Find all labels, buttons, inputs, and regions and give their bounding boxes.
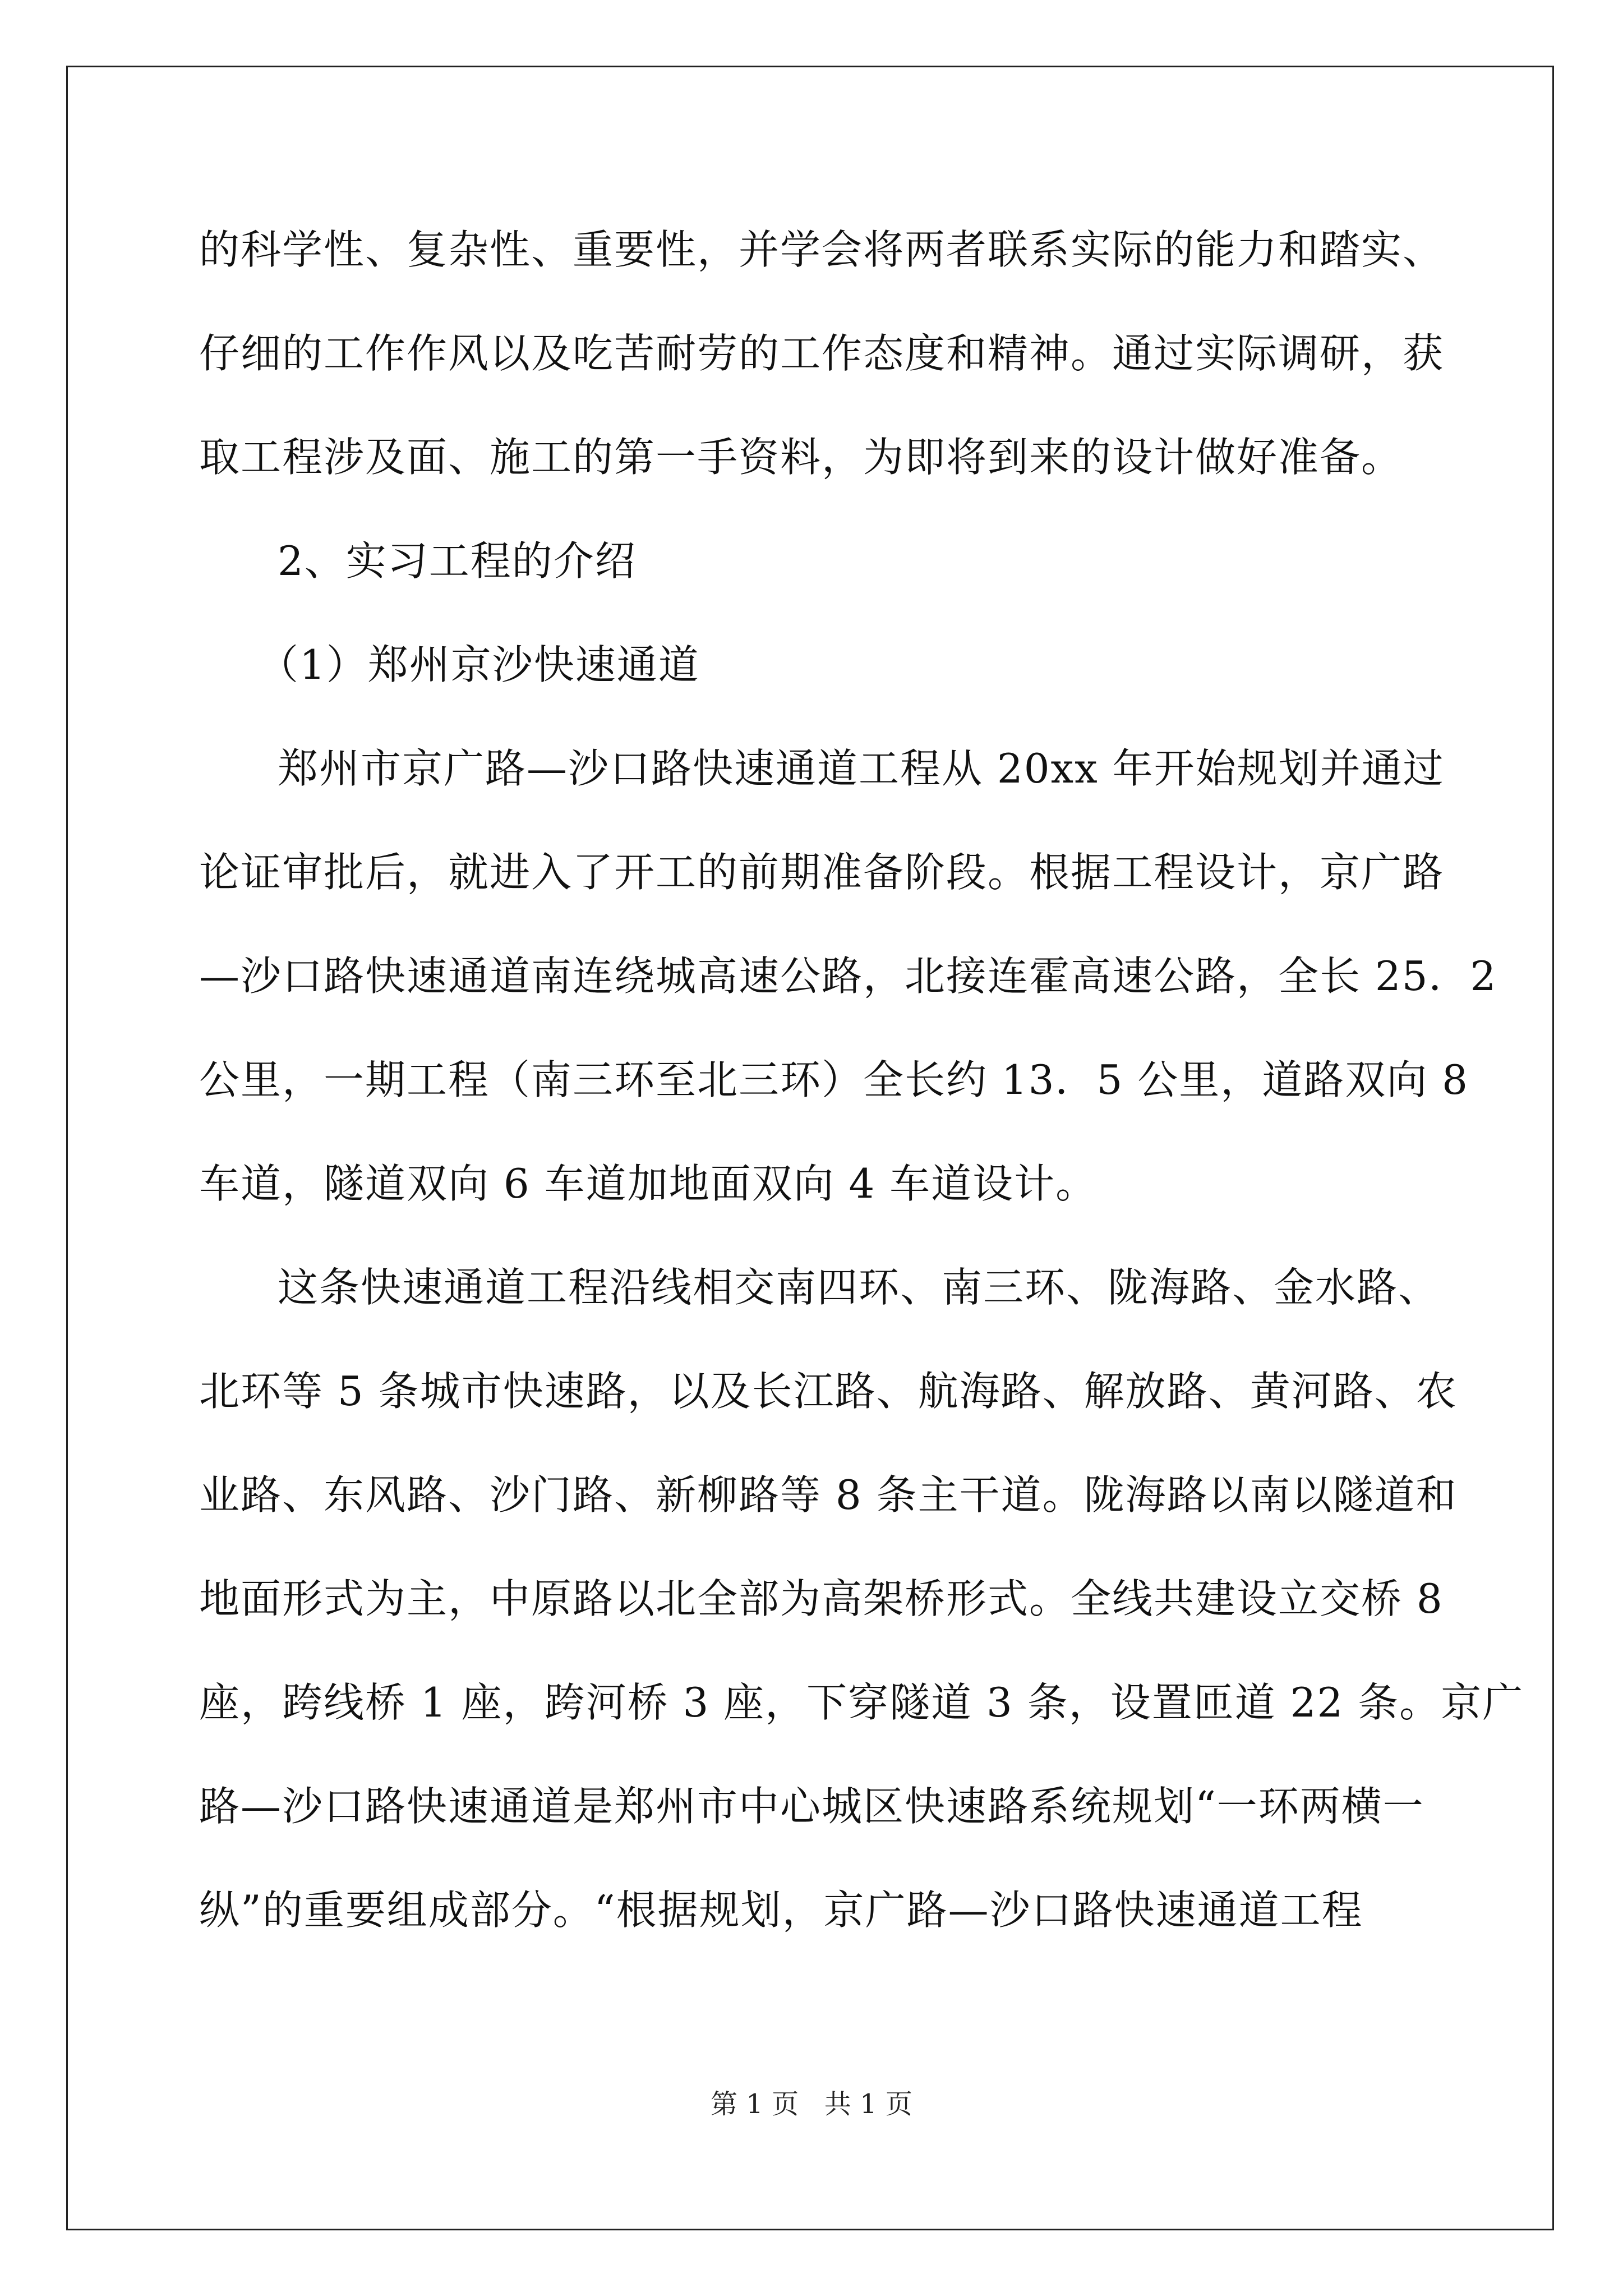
text-line: 郑州市京广路—沙口路快速通道工程从 20xx 年开始规划并通过 [278, 745, 1445, 792]
text-line: 纵”的重要组成部分。“根据规划，京广路—沙口路快速通道工程 [199, 1887, 1363, 1934]
page-footer: 第 1 页 共 1 页 [711, 2088, 912, 2120]
text-line: 取工程涉及面、施工的第一手资料，为即将到来的设计做好准备。 [199, 434, 1403, 481]
text-line: —沙口路快速通道南连绕城高速公路，北接连霍高速公路，全长 25．2 [199, 953, 1497, 1000]
text-line: 地面形式为主，中原路以北全部为高架桥形式。全线共建设立交桥 8 [199, 1575, 1444, 1622]
text-line: 仔细的工作作风以及吃苦耐劳的工作态度和精神。通过实际调研，获 [199, 330, 1445, 377]
text-line: 的科学性、复杂性、重要性，并学会将两者联系实际的能力和踏实、 [199, 226, 1445, 273]
section-heading: 2、实习工程的介绍 [278, 537, 637, 585]
text-line: 业路、东风路、沙门路、新柳路等 8 条主干道。陇海路以南以隧道和 [199, 1471, 1458, 1519]
text-line: 车道，隧道双向 6 车道加地面双向 4 车道设计。 [199, 1160, 1098, 1207]
text-line: 论证审批后，就进入了开工的前期准备阶段。根据工程设计，京广路 [199, 849, 1445, 896]
subsection-heading: （1）郑州京沙快速通道 [258, 641, 700, 688]
text-line: 北环等 5 条城市快速路，以及长江路、航海路、解放路、黄河路、农 [199, 1368, 1458, 1415]
text-line: 公里，一期工程（南三环至北三环）全长约 13．5 公里，道路双向 8 [199, 1056, 1469, 1103]
text-line: 座，跨线桥 1 座，跨河桥 3 座，下穿隧道 3 条，设置匝道 22 条。京广 [199, 1679, 1524, 1726]
document-body [199, 208, 1524, 1972]
text-line: 路—沙口路快速通道是郑州市中心城区快速路系统规划“一环两横一 [199, 1783, 1424, 1830]
text-line: 这条快速通道工程沿线相交南四环、南三环、陇海路、金水路、 [278, 1264, 1440, 1311]
